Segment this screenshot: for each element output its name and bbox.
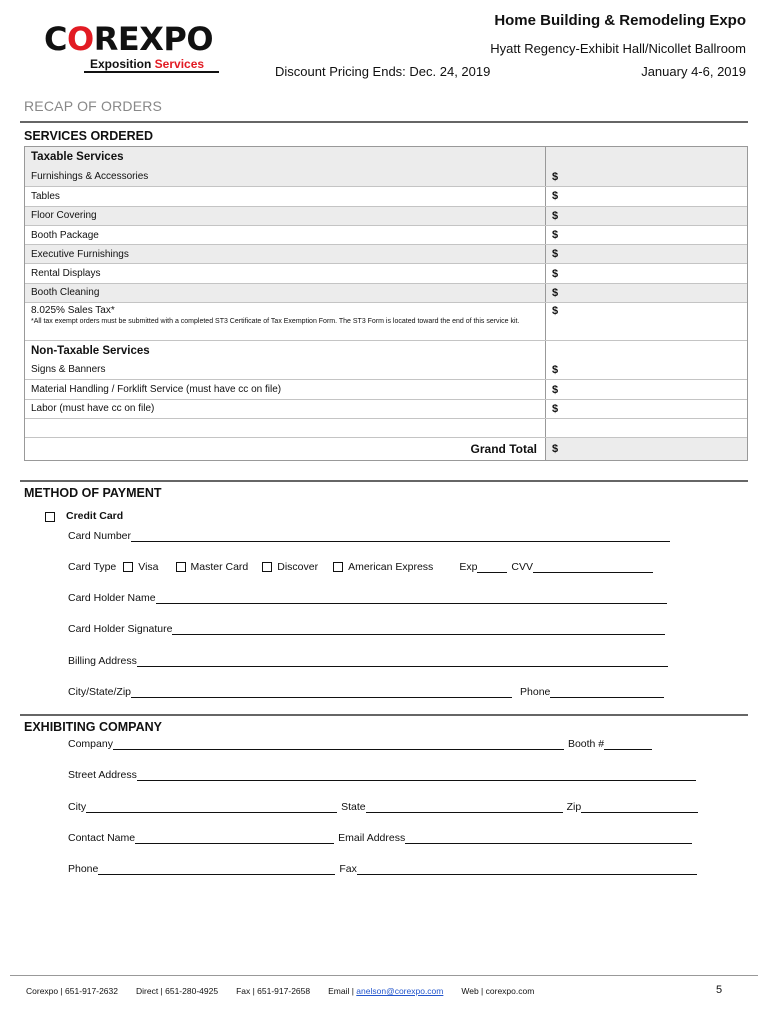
taxable-heading: Taxable Services <box>25 147 545 167</box>
credit-card-label: Credit Card <box>66 510 124 522</box>
holder-signature-field[interactable]: Card Holder Signature <box>68 623 665 635</box>
logo-wordmark: COREXPO <box>44 20 214 58</box>
table-row <box>25 340 747 360</box>
service-label: Signs & Banners <box>31 364 106 376</box>
holder-name-field[interactable]: Card Holder Name <box>68 592 667 604</box>
amount-field[interactable]: $ <box>545 264 747 282</box>
service-label: Labor (must have cc on file) <box>31 403 155 415</box>
amount-field[interactable]: $ <box>545 360 747 379</box>
exp-input[interactable] <box>477 562 507 573</box>
footer-direct: Direct | 651-280-4925 <box>136 986 219 996</box>
table-row <box>25 399 747 418</box>
tax-exempt-note: *All tax exempt orders must be submitted with a completed ST3 Certificate of Tax Exemption Form. The ST3 Form is located toward the end of this service kit. <box>31 318 520 326</box>
discover-option[interactable]: Discover <box>262 561 318 573</box>
table-row <box>25 418 747 437</box>
cvv-input[interactable] <box>533 562 653 573</box>
table-row <box>25 283 747 302</box>
event-venue: Hyatt Regency-Exhibit Hall/Nicollet Ballroom <box>490 41 746 56</box>
street-address-field[interactable]: Street Address <box>68 769 696 781</box>
company-field: Company Booth # <box>68 738 652 750</box>
table-row <box>25 302 747 340</box>
amex-checkbox[interactable] <box>333 562 343 572</box>
company-input[interactable] <box>113 739 564 750</box>
email-label: Email Address <box>338 832 406 844</box>
visa-option[interactable]: Visa <box>123 561 158 573</box>
amount-field[interactable]: $ <box>545 303 747 340</box>
logo-tagline: Exposition Services <box>90 57 205 71</box>
city-state-zip-row: City State Zip <box>68 801 698 813</box>
sales-tax-label: 8.025% Sales Tax* <box>31 305 115 317</box>
street-address-input[interactable] <box>137 770 696 781</box>
amount-field[interactable]: $ <box>545 245 747 263</box>
city-input[interactable] <box>86 802 337 813</box>
billing-phone-input[interactable] <box>550 687 664 698</box>
footer-web: Web | corexpo.com <box>461 986 535 996</box>
zip-input[interactable] <box>581 802 698 813</box>
divider <box>20 714 748 716</box>
mastercard-option[interactable]: Master Card <box>176 561 249 573</box>
event-dates: January 4-6, 2019 <box>641 64 746 79</box>
phone-fax-row: Phone Fax <box>68 863 697 875</box>
payment-heading: METHOD OF PAYMENT <box>24 486 162 500</box>
card-type-field <box>68 561 653 573</box>
zip-label: Zip <box>566 801 582 813</box>
divider <box>20 480 748 482</box>
holder-signature-input[interactable] <box>172 624 665 635</box>
email-input[interactable] <box>405 833 692 844</box>
page-title: RECAP OF ORDERS <box>24 98 163 114</box>
visa-checkbox[interactable] <box>123 562 133 572</box>
amount-field[interactable]: $ <box>545 167 747 186</box>
discover-checkbox[interactable] <box>262 562 272 572</box>
fax-input[interactable] <box>357 864 697 875</box>
email-link[interactable]: anelson@corexpo.com <box>356 986 444 996</box>
service-label: Booth Cleaning <box>25 284 545 302</box>
table-row <box>25 263 747 282</box>
mastercard-checkbox[interactable] <box>176 562 186 572</box>
state-label: State <box>341 801 366 813</box>
exhibitor-heading: EXHIBITING COMPANY <box>24 720 162 734</box>
billing-phone-label: Phone <box>520 686 551 698</box>
fax-label: Fax <box>339 863 357 875</box>
amount-field[interactable]: $ <box>545 400 747 418</box>
grand-total-field[interactable]: $ <box>545 438 747 460</box>
event-title: Home Building & Remodeling Expo <box>494 12 746 29</box>
contact-email-row: Contact Name Email Address <box>68 832 692 844</box>
state-input[interactable] <box>366 802 563 813</box>
amount-field[interactable]: $ <box>545 380 747 398</box>
city-state-zip-field: City/State/Zip Phone <box>68 686 664 698</box>
service-label: Executive Furnishings <box>25 245 545 263</box>
footer-corexpo: Corexpo | 651-917-2632 <box>26 986 118 996</box>
credit-card-option[interactable] <box>45 510 123 522</box>
services-heading: SERVICES ORDERED <box>24 129 153 143</box>
exp-label: Exp <box>459 561 478 573</box>
service-label: Furnishings & Accessories <box>25 167 545 186</box>
table-row <box>25 167 747 186</box>
card-number-field[interactable]: Card Number <box>68 530 670 542</box>
grand-total-row <box>25 437 747 460</box>
logo-underline <box>84 71 219 73</box>
card-type-label: Card Type <box>68 561 117 573</box>
table-row <box>25 206 747 225</box>
footer-divider <box>10 975 758 976</box>
credit-card-checkbox[interactable] <box>45 512 55 522</box>
corexpo-logo <box>44 22 219 72</box>
table-row <box>25 186 747 205</box>
nontaxable-heading: Non-Taxable Services <box>31 344 150 357</box>
booth-input[interactable] <box>604 739 652 750</box>
service-label: Booth Package <box>31 229 99 241</box>
service-label: Tables <box>31 190 60 202</box>
footer-fax: Fax | 651-917-2658 <box>236 986 311 996</box>
table-row <box>25 244 747 263</box>
amount-field[interactable]: $ <box>545 207 747 225</box>
contact-name-input[interactable] <box>135 833 334 844</box>
amount-field[interactable]: $ <box>545 187 747 205</box>
table-row <box>25 379 747 398</box>
amex-option[interactable]: American Express <box>333 561 433 573</box>
table-row <box>25 360 747 379</box>
table-row <box>25 225 747 244</box>
card-number-input[interactable] <box>131 531 670 542</box>
service-label: Floor Covering <box>25 207 545 225</box>
page-number: 5 <box>716 984 723 996</box>
footer <box>26 986 534 996</box>
table-row <box>25 147 747 167</box>
grand-total-label: Grand Total <box>470 441 537 456</box>
holder-name-input[interactable] <box>156 593 667 604</box>
billing-address-field[interactable]: Billing Address <box>68 655 668 667</box>
amount-field[interactable]: $ <box>545 284 747 302</box>
footer-email: Email | anelson@corexpo.com <box>328 986 444 996</box>
phone-input[interactable] <box>98 864 335 875</box>
amount-field[interactable]: $ <box>545 226 747 244</box>
cvv-label: CVV <box>511 561 533 573</box>
discount-deadline: Discount Pricing Ends: Dec. 24, 2019 <box>275 64 491 79</box>
billing-address-input[interactable] <box>137 656 668 667</box>
orders-table <box>24 146 748 461</box>
service-label: Rental Displays <box>31 268 101 280</box>
divider <box>20 121 748 123</box>
city-state-zip-input[interactable] <box>131 687 512 698</box>
booth-label: Booth # <box>567 738 605 750</box>
service-label: Material Handling / Forklift Service (must have cc on file) <box>31 384 282 396</box>
